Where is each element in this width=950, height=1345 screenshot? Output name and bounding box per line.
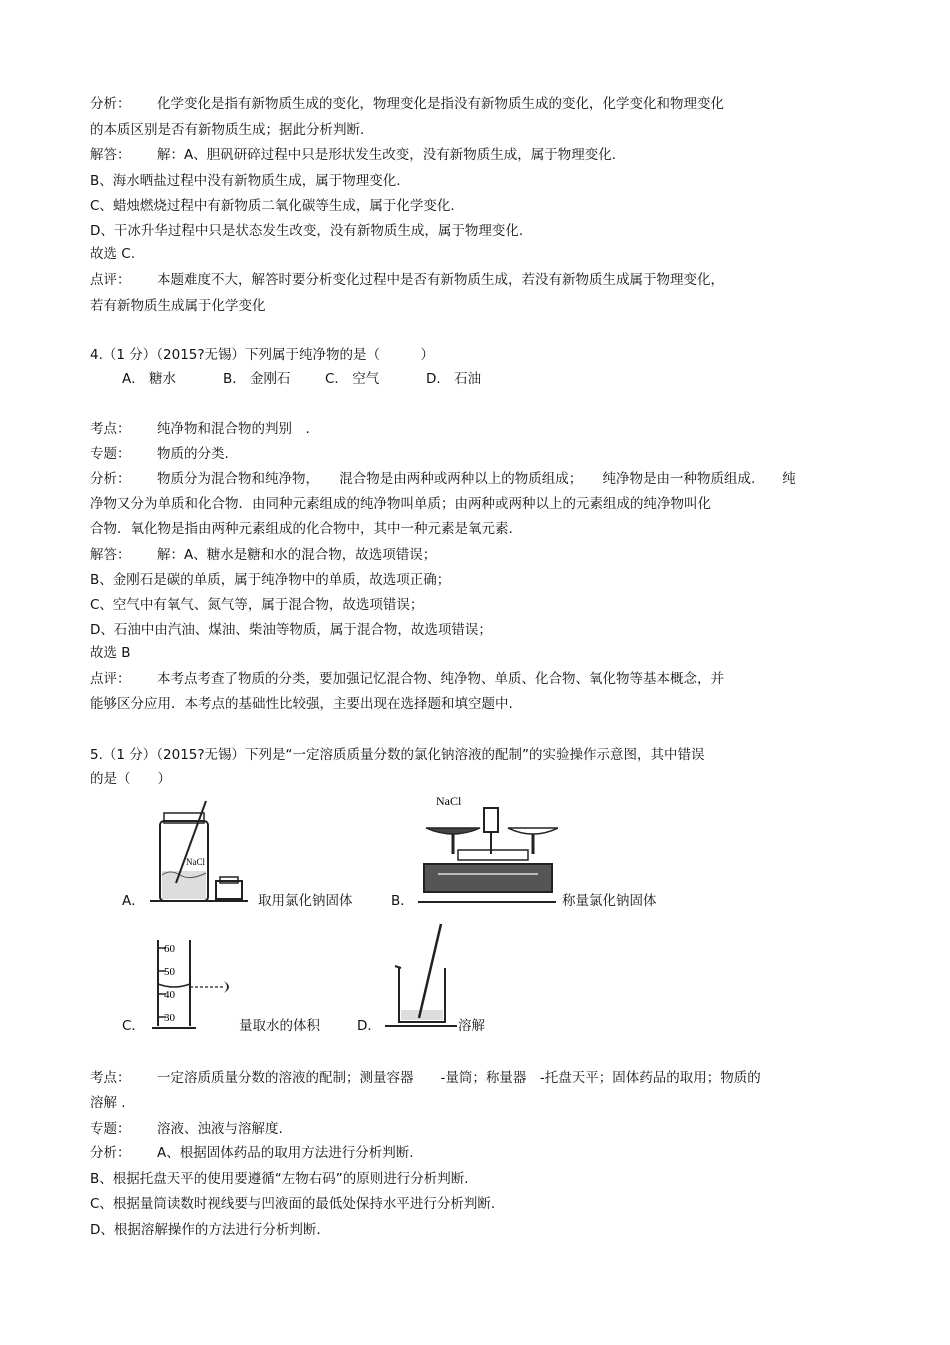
fig-d-beaker-stirring	[385, 918, 460, 1030]
q5-stem: 的是（ ）	[90, 771, 171, 787]
q4-answer-line: B、金刚石是碳的单质，属于纯净物中的单质，故选项正确；	[90, 572, 451, 588]
fig-c-tick: 40	[164, 989, 175, 1001]
fig-b-balance	[418, 792, 558, 907]
q3-answer-label: 解答：	[90, 147, 131, 163]
fig-c-tick: 30	[164, 1012, 175, 1024]
q5-point-label: 考点：	[90, 1070, 131, 1086]
q4-option-d: D． 石油	[426, 371, 482, 387]
eye-icon	[224, 981, 229, 993]
q4-choice: 故选 B	[90, 645, 131, 661]
q4-point: 纯净物和混合物的判别 .	[157, 421, 310, 437]
q3-analysis-line: 的本质区别是否有新物质生成；据此分析判断.	[90, 122, 365, 138]
q5-topic-label: 专题：	[90, 1121, 131, 1137]
q4-analysis-label: 分析：	[90, 471, 131, 487]
fig-a-jar-label: NaCl	[186, 857, 205, 867]
fig-c-tick: 50	[164, 966, 175, 978]
q3-analysis-label: 分析：	[90, 96, 131, 112]
q3-analysis-line: 化学变化是指有新物质生成的变化，物理变化是指没有新物质生成的变化，化学变化和物理变化	[157, 96, 724, 112]
q4-answer-line: 解：A、糖水是糖和水的混合物，故选项错误；	[157, 547, 437, 563]
q3-comment-line: 本题难度不大，解答时要分析变化过程中是否有新物质生成，若没有新物质生成属于物理变化，	[157, 272, 724, 288]
q4-option-c: C． 空气	[325, 371, 380, 387]
q3-answer-line: C、蜡烛燃烧过程中有新物质二氧化碳等生成，属于化学变化.	[90, 198, 455, 214]
q4-comment-line: 能够区分应用．本考点的基础性比较强，主要出现在选择题和填空题中.	[90, 696, 513, 712]
q5-analysis-line: D、根据溶解操作的方法进行分析判断.	[90, 1222, 321, 1238]
q3-comment-line: 若有新物质生成属于化学变化	[90, 298, 266, 314]
fig-c-caption: 量取水的体积	[239, 1018, 320, 1034]
q5-analysis-label: 分析：	[90, 1145, 131, 1161]
q4-comment-label: 点评：	[90, 671, 131, 687]
fig-a-caption: 取用氯化钠固体	[258, 893, 353, 909]
fig-c-tick: 60	[164, 943, 175, 955]
q4-topic-label: 专题：	[90, 446, 131, 462]
q4-comment-line: 本考点考查了物质的分类，要加强记忆混合物、纯净物、单质、化合物、氧化物等基本概念，并	[157, 671, 724, 687]
q4-analysis-line: 净物又分为单质和化合物．由同种元素组成的纯净物叫单质；由两种或两种以上的元素组成的纯净物叫化	[90, 496, 711, 512]
fig-d-caption: 溶解	[458, 1018, 485, 1034]
fig-b-letter: B．	[391, 893, 414, 909]
fig-a-letter: A．	[122, 893, 145, 909]
q5-stem: 5.（1 分）（2015?无锡）下列是“一定溶质质量分数的氯化钠溶液的配制”的实验操作示意图，其中错误	[90, 747, 705, 763]
fig-b-caption: 称量氯化钠固体	[562, 893, 657, 909]
fig-a-reagent-jar	[150, 795, 250, 905]
q4-answer-line: C、空气中有氧气、氮气等，属于混合物，故选项错误；	[90, 597, 424, 613]
q5-topic: 溶液、浊液与溶解度.	[157, 1121, 283, 1137]
q5-analysis-line: B、根据托盘天平的使用要遵循“左物右码”的原则进行分析判断.	[90, 1171, 469, 1187]
q5-analysis-line: A、根据固体药品的取用方法进行分析判断.	[157, 1145, 414, 1161]
fig-c-letter: C．	[122, 1018, 145, 1034]
q4-point-label: 考点：	[90, 421, 131, 437]
q5-point-line: 溶解 .	[90, 1095, 126, 1111]
q4-analysis-line: 物质分为混合物和纯净物， 混合物是由两种或两种以上的物质组成； 纯净物是由一种物质组成. 纯	[157, 471, 796, 487]
q3-answer-line: B、海水晒盐过程中没有新物质生成，属于物理变化.	[90, 173, 401, 189]
q4-answer-label: 解答：	[90, 547, 131, 563]
fig-d-letter: D．	[357, 1018, 381, 1034]
q4-topic: 物质的分类.	[157, 446, 229, 462]
q4-answer-line: D、石油中由汽油、煤油、柴油等物质，属于混合物，故选项错误；	[90, 622, 492, 638]
q3-answer-line: D、干冰升华过程中只是状态发生改变，没有新物质生成，属于物理变化.	[90, 223, 524, 239]
q4-option-a: A． 糖水	[122, 371, 177, 387]
q4-option-b: B． 金刚石	[223, 371, 291, 387]
q3-answer-line: 解：A、胆矾研碎过程中只是形状发生改变，没有新物质生成，属于物理变化.	[157, 147, 617, 163]
q3-comment-label: 点评：	[90, 272, 131, 288]
q5-analysis-line: C、根据量筒读数时视线要与凹液面的最低处保持水平进行分析判断.	[90, 1196, 496, 1212]
fig-b-label: NaCl	[436, 794, 462, 808]
q4-analysis-line: 合物．氧化物是指由两种元素组成的化合物中，其中一种元素是氧元素.	[90, 521, 513, 537]
q5-point-line: 一定溶质质量分数的溶液的配制；测量容器 -量筒；称量器 -托盘天平；固体药品的取用；物质的	[157, 1070, 761, 1086]
fig-c-graduated-cylinder	[152, 938, 242, 1030]
q4-stem: 4.（1 分）（2015?无锡）下列属于纯净物的是（ ）	[90, 347, 435, 363]
q3-choice: 故选 C.	[90, 246, 136, 262]
